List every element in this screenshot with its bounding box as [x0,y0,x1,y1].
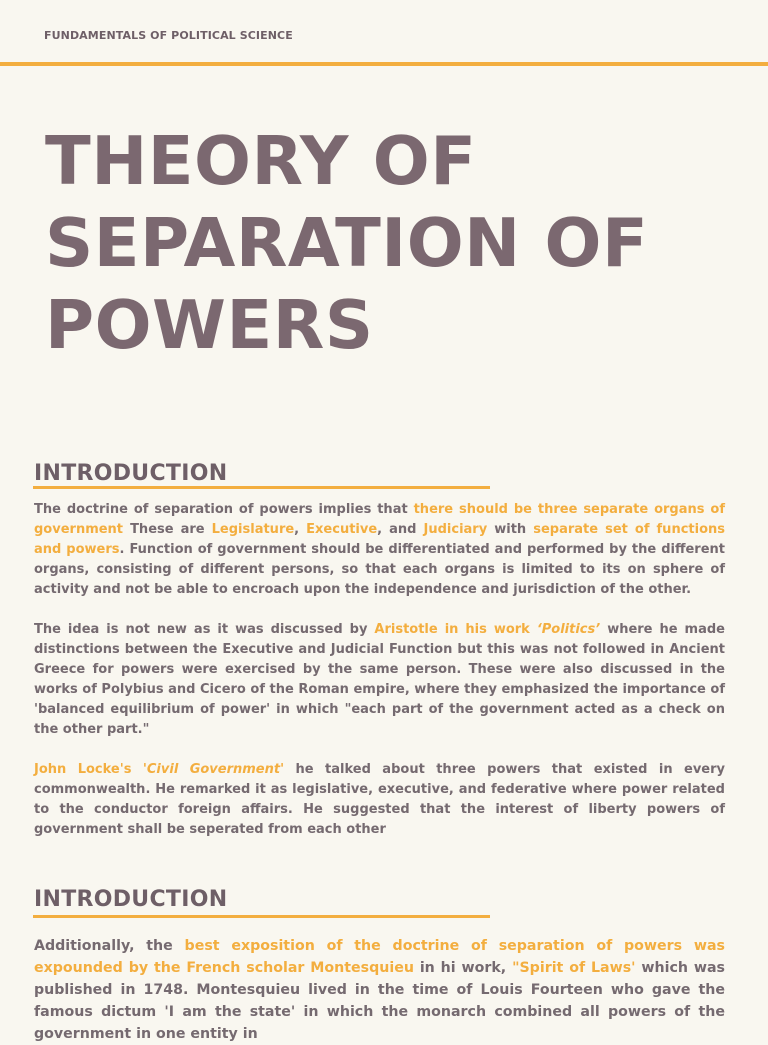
text-run: in hi work, [413,960,513,976]
text-run: with [487,522,534,537]
text-run: . Function of government should be differentiated and performed by the different organs, consisting of different persons, so that each organs is limited to its on sphere of activity and not be able to encroach upon the independence and jurisdiction of the other. [34,542,725,597]
section-underline [33,486,490,489]
highlight-montesquieu: best exposition of the doctrine of separation of powers was expounded by the French scholar Montesquieu [34,938,725,976]
paragraph-locke [34,760,725,840]
paragraph-aristotle [34,620,725,740]
highlight-legislature: Legislature [211,522,295,537]
highlight-civil-government-title: 'Civil Government' [142,762,285,777]
highlight-executive: Executive [306,522,378,537]
text-run: The idea is not new as it was discussed by [34,622,375,637]
section-heading-introduction-2: INTRODUCTION [34,887,228,912]
section-underline [33,915,490,918]
text-run: Additionally, the [34,938,185,954]
title-line-1: THEORY OF [45,122,477,200]
highlight-three-organs: there should be three separate organs of government [34,502,725,537]
highlight-politics-title: ‘Politics’ [536,622,601,637]
text-run: , [294,522,307,537]
text-run: These are [123,522,212,537]
title-line-3: POWERS [45,286,374,364]
text-run: which was published in 1748. Montesquieu lived in the time of Louis Fourteen who gave the famous dictum 'I am the state' in which the monarch combined all powers of the government in one entity in [34,960,725,1042]
highlight-spirit-of-laws: "Spirit of Laws' [512,960,636,976]
text-run: he talked about three powers that existed in every commonwealth. He remarked it as legislative, executive, and federative where power related to the conductor foreign affairs. He suggested that the interest of liberty powers of government shall be seperated from each other [34,762,725,837]
title-line-2: SEPARATION OF [45,204,649,282]
highlight-judiciary: Judiciary [423,522,488,537]
highlight-functions-powers: separate set of functions and powers [34,522,725,557]
text-run: , and [377,522,424,537]
header-rule [0,62,768,66]
paragraph-montesquieu [34,935,725,1045]
highlight-john-locke: John Locke's [34,762,143,777]
paragraph-separation-doctrine [34,500,725,600]
section-heading-introduction: INTRODUCTION [34,461,228,486]
highlight-aristotle: Aristotle in his work [374,622,537,637]
text-run: where he made distinctions between the Executive and Judicial Function but this was not followed in Ancient Greece for powers were exercised by the same person. These were also discussed in the works of Polybius and Cicero of the Roman empire, where they emphasized the importance of 'balanced equilibrium of power' in which "each part of the government acted as a check on the other part." [34,622,725,737]
text-run: The doctrine of separation of powers implies that [34,502,414,517]
page-title [45,120,648,366]
header-label: FUNDAMENTALS OF POLITICAL SCIENCE [44,29,293,42]
